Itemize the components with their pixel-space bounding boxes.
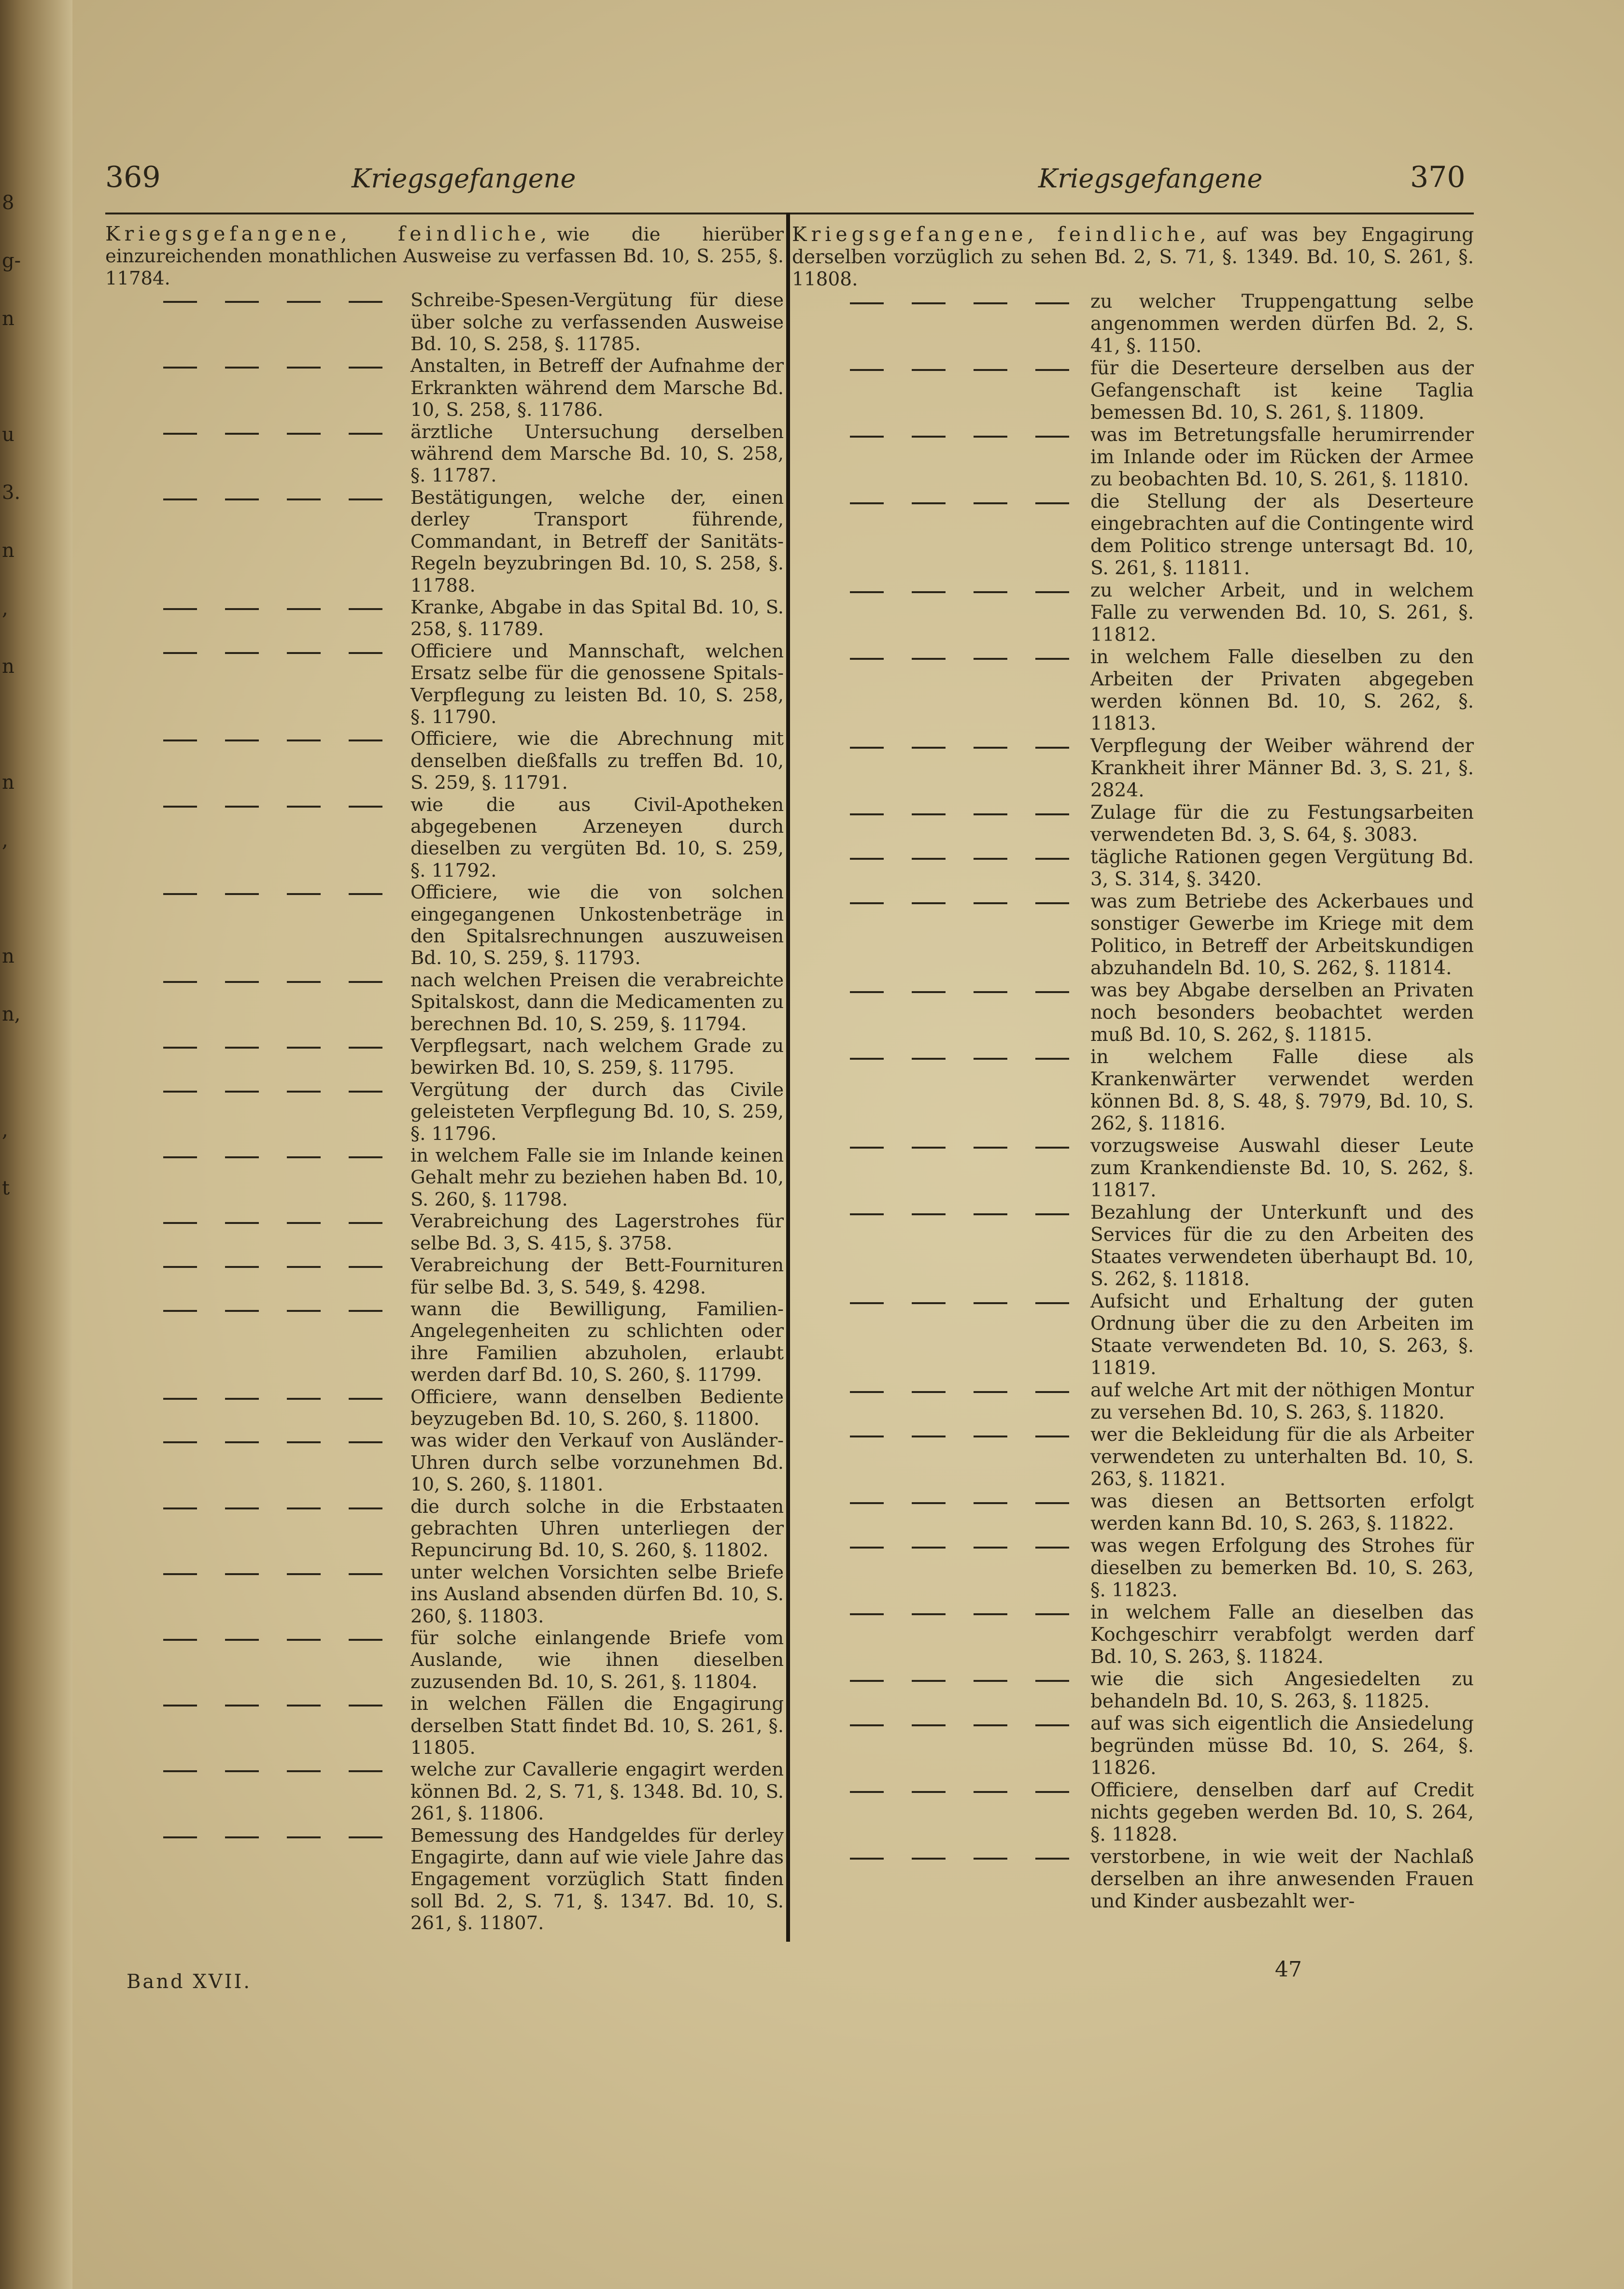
entry-text: in welchem Falle sie im Inlande keinen Gehalt mehr zu beziehen haben Bd. 10, S. 260, §. 11798.	[410, 1145, 784, 1210]
entry-text: was zum Betriebe des Ackerbaues und sonstiger Gewerbe im Kriege mit dem Politico, in Betreff der Arbeitskundigen abzuhandeln Bd. 10, S. 262, §. 11814.	[1090, 891, 1474, 979]
ditto-dashes	[792, 1135, 1091, 1159]
entry-text: vorzugsweise Auswahl dieser Leute zum Krankendienste Bd. 10, S. 262, §. 11817.	[1090, 1135, 1474, 1201]
ditto-dashes	[792, 1668, 1091, 1692]
ditto-dashes	[105, 1430, 405, 1453]
entry-text: in welchen Fällen die Engagirung derselben Statt findet Bd. 10, S. 261, §. 11805.	[410, 1693, 784, 1759]
ditto-dashes	[792, 580, 1091, 603]
index-entry	[105, 728, 784, 794]
entry-text: Aufsicht und Erhaltung der guten Ordnung über die zu den Arbeiten im Staate verwendeten Bd. 10, S. 263, §. 11819.	[1090, 1291, 1474, 1379]
ditto-dashes	[792, 735, 1091, 759]
ditto-dashes	[792, 1535, 1091, 1559]
entry-text: Verabreichung des Lagerstrohes für selbe Bd. 3, S. 415, §. 3758.	[410, 1210, 784, 1254]
ditto-dashes	[105, 640, 405, 664]
entry-text: auf was bey Engagirung derselben vorzüglich zu sehen Bd. 2, S. 71, §. 1349. Bd. 10, S. 261, §. 11808.	[792, 224, 1474, 290]
entry-text: in welchem Falle diese als Krankenwärter verwendet werden können Bd. 8, S. 48, §. 7979, Bd. 10, S. 262, §. 11816.	[1090, 1046, 1474, 1135]
index-entry	[792, 1379, 1474, 1424]
left-running-title: Kriegsgefangene	[352, 163, 576, 194]
ditto-dashes	[792, 1713, 1091, 1736]
entry-text: Zulage für die zu Festungsarbeiten verwendeten Bd. 3, S. 64, §. 3083.	[1090, 802, 1474, 846]
entry-text: unter welchen Vorsichten selbe Briefe ins Ausland absenden dürfen Bd. 10, S. 260, §. 11803.	[410, 1561, 784, 1627]
entry-text: wer die Bekleidung für die als Arbeiter verwendeten zu unterhalten Bd. 10, S. 263, §. 11821.	[1090, 1424, 1474, 1490]
index-entry	[792, 1713, 1474, 1779]
entry-text: nach welchen Preisen die verabreichte Spitalskost, dann die Medicamenten zu berechnen Bd. 10, S. 259, §. 11794.	[410, 969, 784, 1035]
ditto-dashes	[792, 1424, 1091, 1448]
index-entry	[792, 357, 1474, 424]
entry-text: Verabreichung der Bett-Fournituren für selbe Bd. 3, S. 549, §. 4298.	[410, 1254, 784, 1298]
index-entry	[105, 355, 784, 421]
signature-mark: 47	[1275, 1957, 1302, 1982]
index-entry	[792, 802, 1474, 846]
entry-text: die durch solche in die Erbstaaten gebrachten Uhren unterliegen der Repuncirung Bd. 10, S. 260, §. 11802.	[410, 1495, 784, 1562]
ditto-dashes	[105, 1145, 405, 1168]
index-entry	[792, 846, 1474, 891]
index-entry	[792, 580, 1474, 646]
index-entry	[792, 646, 1474, 735]
index-entry	[792, 980, 1474, 1046]
entry-text: für solche einlangende Briefe vom Auslande, wie ihnen dieselben zuzusenden Bd. 10, S. 261, §. 11804.	[410, 1627, 784, 1693]
ditto-dashes	[792, 1491, 1091, 1514]
ditto-dashes	[792, 980, 1091, 1003]
index-entry	[105, 1496, 784, 1562]
entry-text: Verpflegung der Weiber während der Krankheit ihrer Männer Bd. 3, S. 21, §. 2824.	[1090, 735, 1474, 801]
ditto-dashes	[792, 802, 1091, 825]
index-entry	[105, 1562, 784, 1627]
ditto-dashes	[792, 646, 1091, 670]
ditto-dashes	[105, 1693, 405, 1717]
entry-text: Bezahlung der Unterkunft und des Services für die zu den Arbeiten des Staates verwendeten überhaupt Bd. 10, S. 262, §. 11818.	[1090, 1202, 1474, 1290]
entry-text: Officiere, wann denselben Bediente beyzugeben Bd. 10, S. 260, §. 11800.	[410, 1386, 784, 1430]
index-entry	[105, 794, 784, 882]
ditto-dashes	[105, 881, 405, 905]
index-entry	[105, 421, 784, 487]
ditto-dashes	[792, 424, 1091, 448]
entry-text: Bestätigungen, welche der, einen derley Transport führende, Commandant, in Betreff der Sanitäts-Regeln beyzubringen Bd. 10, S. 258, §. 11788.	[410, 486, 784, 597]
left-page-number: 369	[105, 160, 161, 194]
index-entry	[105, 1298, 784, 1386]
entry-text: Anstalten, in Betreff der Aufnahme der Erkrankten während dem Marsche Bd. 10, S. 258, §. 11786.	[410, 355, 784, 421]
index-entry	[105, 969, 784, 1035]
entry-text: Vergütung der durch das Civile geleisteten Verpflegung Bd. 10, S. 259, §. 11796.	[410, 1079, 784, 1145]
index-entry	[105, 1145, 784, 1210]
index-entry	[792, 223, 1474, 291]
index-entry	[792, 1291, 1474, 1379]
ditto-dashes	[105, 1759, 405, 1782]
entry-text: Verpflegsart, nach welchem Grade zu bewirken Bd. 10, S. 259, §. 11795.	[410, 1035, 784, 1079]
entry-text: auf welche Art mit der nöthigen Montur zu versehen Bd. 10, S. 263, §. 11820.	[1090, 1379, 1474, 1423]
ditto-dashes	[105, 1298, 405, 1322]
index-entry	[792, 1424, 1474, 1491]
index-entry	[105, 881, 784, 969]
ditto-dashes	[792, 1202, 1091, 1225]
right-running-title: Kriegsgefangene	[1038, 163, 1263, 194]
entry-text: welche zur Cavallerie engagirt werden können Bd. 2, S. 71, §. 1348. Bd. 10, S. 261, §. 11806.	[410, 1759, 784, 1825]
entry-text: die Stellung der als Deserteure eingebrachten auf die Contingente wird dem Politico strenge untersagt Bd. 10, S. 261, §. 11811.	[1090, 491, 1474, 579]
ditto-dashes	[792, 1846, 1091, 1870]
entry-text: was diesen an Bettsorten erfolgt werden kann Bd. 10, S. 263, §. 11822.	[1090, 1491, 1474, 1535]
header-rule-right	[788, 213, 1474, 214]
index-entry	[105, 1693, 784, 1759]
index-entry	[105, 289, 784, 355]
header-rule-left	[105, 213, 786, 214]
index-entry	[792, 291, 1474, 357]
entry-text: Officiere, wie die Abrechnung mit denselben dießfalls zu treffen Bd. 10, S. 259, §. 11791.	[410, 728, 784, 794]
index-entry	[105, 1386, 784, 1430]
index-entry	[792, 1135, 1474, 1202]
index-entry	[105, 597, 784, 640]
entry-text: Officiere, wie die von solchen eingegangenen Unkostenbeträge in den Spitalsrechnungen auszuweisen Bd. 10, S. 259, §. 11793.	[410, 881, 784, 969]
ditto-dashes	[105, 1627, 405, 1651]
entry-text: wie die aus Civil-Apotheken abgegebenen Arzeneyen durch dieselben zu vergüten Bd. 10, S. 259, §. 11792.	[410, 794, 784, 881]
ditto-dashes	[105, 1210, 405, 1234]
index-entry	[792, 1668, 1474, 1713]
index-entry	[105, 487, 784, 597]
page-header	[0, 160, 1624, 204]
entry-lead: Kriegsgefangene, feindliche,	[105, 222, 551, 245]
ditto-dashes	[792, 291, 1091, 314]
entry-text: in welchem Falle an dieselben das Kochgeschirr verabfolgt werden darf Bd. 10, S. 263, §. 11824.	[1090, 1602, 1474, 1668]
ditto-dashes	[105, 597, 405, 620]
ditto-dashes	[792, 1291, 1091, 1314]
ditto-dashes	[105, 1079, 405, 1103]
index-entry	[792, 735, 1474, 802]
index-entry	[792, 1602, 1474, 1668]
ditto-dashes	[792, 1379, 1091, 1403]
entry-text: zu welcher Arbeit, und in welchem Falle zu verwenden Bd. 10, S. 261, §. 11812.	[1090, 580, 1474, 646]
ditto-dashes	[105, 969, 405, 993]
entry-text: Officiere, denselben darf auf Credit nichts gegeben werden Bd. 10, S. 264, §. 11828.	[1090, 1779, 1474, 1846]
index-entry	[105, 1430, 784, 1495]
ditto-dashes	[105, 1254, 405, 1278]
entry-text: tägliche Rationen gegen Vergütung Bd. 3, S. 314, §. 3420.	[1090, 846, 1474, 890]
index-entry	[105, 1079, 784, 1145]
right-column	[792, 223, 1474, 1913]
entry-text: in welchem Falle dieselben zu den Arbeiten der Privaten abgegeben werden können Bd. 10, S. 262, §. 11813.	[1090, 646, 1474, 735]
entry-text: zu welcher Truppengattung selbe angenommen werden dürfen Bd. 2, S. 41, §. 1150.	[1090, 291, 1474, 357]
index-entry	[105, 1035, 784, 1079]
right-page-number: 370	[1410, 160, 1466, 194]
entry-text: auf was sich eigentlich die Ansiedelung begründen müsse Bd. 10, S. 264, §. 11826.	[1090, 1713, 1474, 1779]
ditto-dashes	[105, 1035, 405, 1059]
previous-page-edge	[0, 0, 72, 2289]
ditto-dashes	[105, 487, 405, 511]
index-entry	[105, 1254, 784, 1298]
ditto-dashes	[105, 1825, 405, 1848]
entry-text: Schreibe-Spesen-Vergütung für diese über solche zu verfassenden Ausweise Bd. 10, S. 258, §. 11785.	[410, 289, 784, 355]
entry-text: was bey Abgabe derselben an Privaten noch besonders beobachtet werden muß Bd. 10, S. 262, §. 11815.	[1090, 980, 1474, 1046]
ditto-dashes	[792, 891, 1091, 914]
entry-text: was wegen Erfolgung des Strohes für dieselben zu bemerken Bd. 10, S. 263, §. 11823.	[1090, 1535, 1474, 1601]
margin-fragments: 8 g- n u 3. n , n n , n n, , t	[2, 192, 21, 1199]
index-entry	[105, 1210, 784, 1254]
entry-text: für die Deserteure derselben aus der Gefangenschaft ist keine Taglia bemessen Bd. 10, S. 261, §. 11809.	[1090, 357, 1474, 424]
entry-lead: Kriegsgefangene, feindliche,	[792, 223, 1211, 246]
ditto-dashes	[105, 1386, 405, 1410]
ditto-dashes	[105, 1496, 405, 1520]
entry-text: Officiere und Mannschaft, welchen Ersatz selbe für die genossene Spitals-Verpflegung zu leisten Bd. 10, S. 258, §. 11790.	[410, 640, 784, 728]
ditto-dashes	[792, 1602, 1091, 1625]
ditto-dashes	[105, 728, 405, 752]
index-entry	[105, 640, 784, 728]
index-entry	[105, 1825, 784, 1934]
left-column	[105, 223, 784, 1934]
ditto-dashes	[792, 491, 1091, 514]
index-entry	[792, 1202, 1474, 1291]
entry-text: wie die hierüber einzureichenden monathlichen Ausweise zu verfassen Bd. 10, S. 255, §. 11784.	[105, 224, 784, 289]
entry-text: wie die sich Angesiedelten zu behandeln Bd. 10, S. 263, §. 11825.	[1090, 1668, 1474, 1712]
ditto-dashes	[792, 1046, 1091, 1070]
index-entry	[792, 1846, 1474, 1913]
entry-text: Kranke, Abgabe in das Spital Bd. 10, S. 258, §. 11789.	[410, 596, 784, 640]
ditto-dashes	[792, 357, 1091, 381]
ditto-dashes	[105, 355, 405, 379]
entry-text: verstorbene, in wie weit der Nachlaß derselben an ihre anwesenden Frauen und Kinder ausbezahlt wer-	[1090, 1846, 1474, 1912]
index-entry	[105, 1627, 784, 1693]
entry-text: wann die Bewilligung, Familien-Angelegenheiten zu schlichten oder ihre Familien abzuholen, erlaubt werden darf Bd. 10, S. 260, §. 11799.	[410, 1298, 784, 1386]
index-entry	[792, 491, 1474, 580]
volume-label: Band XVII.	[127, 1971, 252, 1993]
entry-text: ärztliche Untersuchung derselben während dem Marsche Bd. 10, S. 258, §. 11787.	[410, 421, 784, 487]
index-entry	[105, 223, 784, 289]
index-entry	[792, 424, 1474, 491]
entry-text: Bemessung des Handgeldes für derley Engagirte, dann auf wie viele Jahre das Engagement vorzüglich Statt finden soll Bd. 2, S. 71, §. 1347. Bd. 10, S. 261, §. 11807.	[410, 1824, 784, 1934]
entry-text: was im Betretungsfalle herumirrender im Inlande oder im Rücken der Armee zu beobachten Bd. 10, S. 261, §. 11810.	[1090, 424, 1474, 490]
index-entry	[792, 891, 1474, 980]
ditto-dashes	[105, 1562, 405, 1585]
entry-text: was wider den Verkauf von Ausländer-Uhren durch selbe vorzunehmen Bd. 10, S. 260, §. 11801.	[410, 1430, 784, 1496]
ditto-dashes	[105, 794, 405, 818]
index-entry	[792, 1779, 1474, 1846]
index-entry	[792, 1046, 1474, 1135]
ditto-dashes	[105, 421, 405, 445]
column-divider	[786, 213, 790, 1942]
ditto-dashes	[792, 846, 1091, 870]
index-entry	[105, 1759, 784, 1824]
index-entry	[792, 1491, 1474, 1535]
index-entry	[792, 1535, 1474, 1602]
ditto-dashes	[105, 289, 405, 313]
ditto-dashes	[792, 1779, 1091, 1803]
